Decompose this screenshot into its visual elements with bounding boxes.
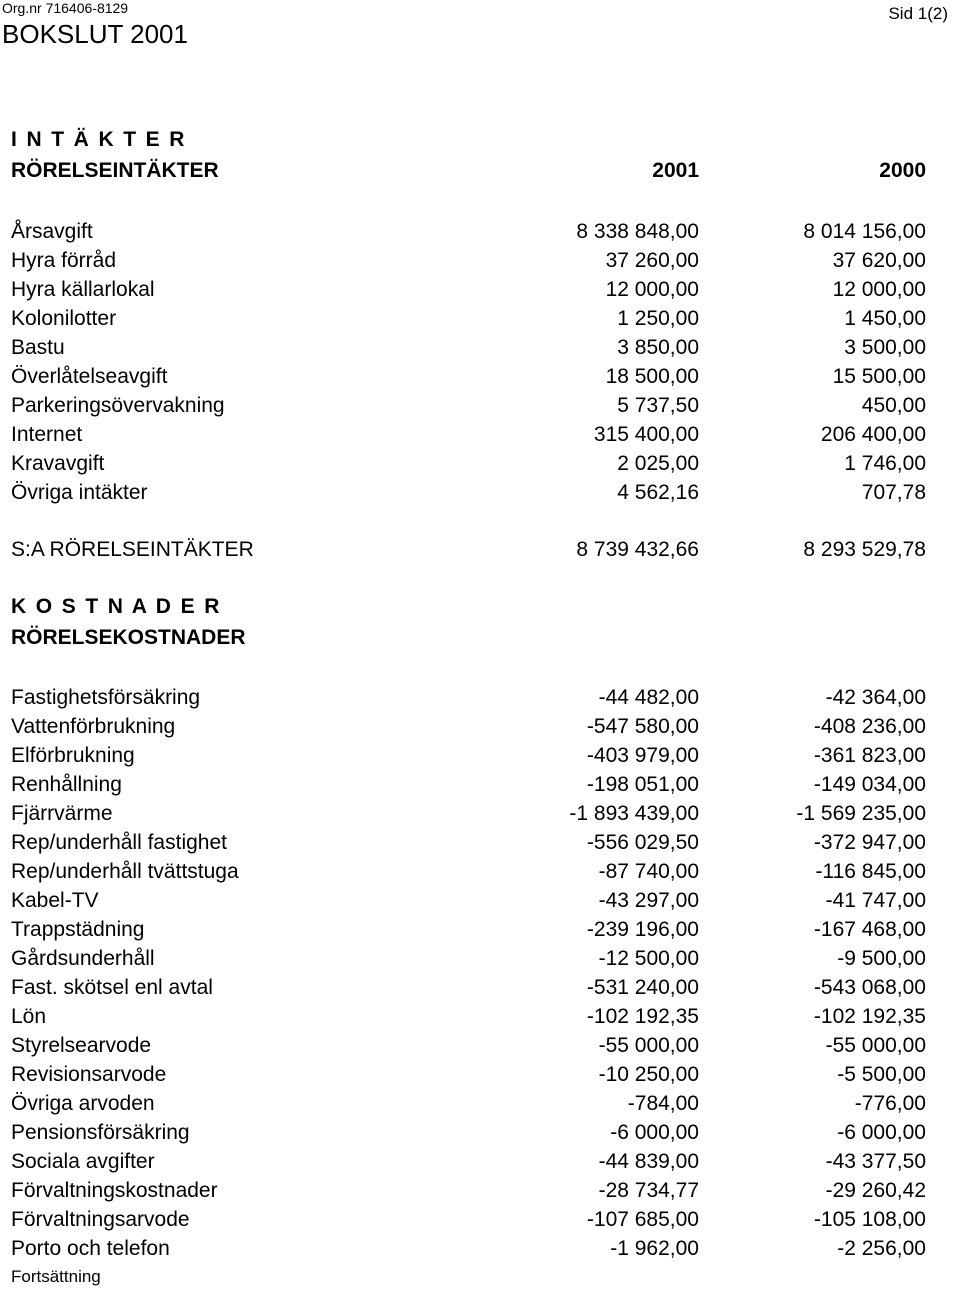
cost-row-value-2000: -361 823,00 — [813, 744, 926, 767]
cost-row-label: Rep/underhåll fastighet — [11, 831, 227, 854]
cost-row-value-2001: -44 482,00 — [598, 686, 699, 709]
costs-section-title: K O S T N A D E R — [11, 595, 222, 618]
continuation-note: Fortsättning — [11, 1267, 101, 1286]
cost-row-value-2000: -105 108,00 — [813, 1208, 926, 1231]
income-row-value-2001: 37 260,00 — [605, 249, 699, 272]
cost-row-label: Rep/underhåll tvättstuga — [11, 860, 239, 883]
cost-row — [0, 1205, 960, 1234]
income-row-value-2001: 5 737,50 — [617, 394, 699, 417]
cost-row — [0, 799, 960, 828]
income-row-value-2000: 12 000,00 — [832, 278, 926, 301]
cost-row-label: Elförbrukning — [11, 744, 135, 767]
income-row-value-2000: 15 500,00 — [832, 365, 926, 388]
document-title: BOKSLUT 2001 — [2, 19, 188, 49]
income-row-value-2001: 3 850,00 — [617, 336, 699, 359]
column-header-2000: 2000 — [879, 159, 926, 182]
cost-row-value-2000: -408 236,00 — [813, 715, 926, 738]
cost-row-label: Styrelsearvode — [11, 1034, 152, 1057]
cost-row-value-2001: -1 893 439,00 — [569, 802, 699, 825]
income-row-label: Bastu — [11, 336, 65, 359]
cost-row-value-2001: -547 580,00 — [586, 715, 699, 738]
cost-row-value-2000: -6 000,00 — [837, 1121, 926, 1144]
cost-row — [0, 857, 960, 886]
income-row — [0, 420, 960, 449]
income-row — [0, 333, 960, 362]
income-row — [0, 391, 960, 420]
cost-row-value-2000: -29 260,42 — [825, 1179, 926, 1202]
cost-row-value-2000: -9 500,00 — [837, 947, 926, 970]
cost-row — [0, 1234, 960, 1263]
income-row-label: Överlåtelseavgift — [11, 365, 168, 388]
cost-row — [0, 1118, 960, 1147]
cost-row-value-2000: -1 569 235,00 — [796, 802, 926, 825]
income-row — [0, 217, 960, 246]
income-row-value-2000: 1 450,00 — [844, 307, 926, 330]
column-header-2001: 2001 — [652, 159, 699, 182]
cost-row-value-2000: -102 192,35 — [813, 1005, 926, 1028]
income-row-label: Kolonilotter — [11, 307, 117, 330]
cost-row-label: Trappstädning — [11, 918, 145, 941]
income-row — [0, 246, 960, 275]
cost-row-label: Vattenförbrukning — [11, 715, 176, 738]
income-row-value-2001: 8 338 848,00 — [576, 220, 699, 243]
cost-row — [0, 741, 960, 770]
cost-row — [0, 1060, 960, 1089]
cost-row-value-2001: -239 196,00 — [586, 918, 699, 941]
cost-row-value-2000: -43 377,50 — [825, 1150, 926, 1173]
income-row — [0, 362, 960, 391]
cost-row-value-2000: -41 747,00 — [825, 889, 926, 912]
cost-row-value-2001: -87 740,00 — [598, 860, 699, 883]
income-row-label: Internet — [11, 423, 83, 446]
cost-row — [0, 1176, 960, 1205]
cost-row-value-2000: -5 500,00 — [837, 1063, 926, 1086]
income-row-value-2000: 450,00 — [861, 394, 926, 417]
cost-row-value-2001: -43 297,00 — [598, 889, 699, 912]
cost-row-value-2000: -543 068,00 — [813, 976, 926, 999]
income-row-value-2001: 1 250,00 — [617, 307, 699, 330]
cost-row-value-2000: -42 364,00 — [825, 686, 926, 709]
cost-row-value-2001: -44 839,00 — [598, 1150, 699, 1173]
income-total-row — [0, 535, 960, 564]
org-number: Org.nr 716406-8129 — [2, 0, 129, 16]
cost-row-value-2000: -116 845,00 — [815, 860, 926, 883]
cost-row — [0, 915, 960, 944]
income-row-value-2001: 18 500,00 — [605, 365, 699, 388]
income-row — [0, 275, 960, 304]
cost-row-label: Fjärrvärme — [11, 802, 113, 825]
cost-row-value-2001: -12 500,00 — [598, 947, 699, 970]
income-row-value-2000: 8 014 156,00 — [803, 220, 926, 243]
income-row-label: Övriga intäkter — [11, 481, 148, 504]
income-total-value-2000: 8 293 529,78 — [803, 538, 926, 561]
cost-row — [0, 944, 960, 973]
cost-row — [0, 1147, 960, 1176]
income-row-value-2000: 707,78 — [861, 481, 926, 504]
income-row-label: Hyra källarlokal — [11, 278, 155, 301]
income-row-value-2000: 206 400,00 — [820, 423, 926, 446]
cost-row-label: Gårdsunderhåll — [11, 947, 155, 970]
income-total-value-2001: 8 739 432,66 — [576, 538, 699, 561]
income-total-label: S:A RÖRELSEINTÄKTER — [11, 538, 254, 561]
cost-row-value-2001: -198 051,00 — [586, 773, 699, 796]
income-row-value-2001: 2 025,00 — [617, 452, 699, 475]
cost-row-label: Renhållning — [11, 773, 122, 796]
cost-row-label: Porto och telefon — [11, 1237, 170, 1260]
income-row-value-2000: 37 620,00 — [832, 249, 926, 272]
cost-row — [0, 1002, 960, 1031]
cost-row-value-2001: -102 192,35 — [586, 1005, 699, 1028]
income-row-label: Årsavgift — [11, 220, 93, 243]
income-row — [0, 304, 960, 333]
income-row — [0, 449, 960, 478]
cost-row-value-2001: -531 240,00 — [586, 976, 699, 999]
cost-row-label: Förvaltningsarvode — [11, 1208, 190, 1231]
cost-row-label: Revisionsarvode — [11, 1063, 167, 1086]
cost-row — [0, 770, 960, 799]
cost-row — [0, 712, 960, 741]
cost-row-value-2001: -10 250,00 — [598, 1063, 699, 1086]
cost-row-label: Övriga arvoden — [11, 1092, 155, 1115]
costs-subsection-title: RÖRELSEKOSTNADER — [11, 626, 246, 649]
cost-row — [0, 886, 960, 915]
cost-row-value-2000: -2 256,00 — [837, 1237, 926, 1260]
cost-row-value-2000: -167 468,00 — [813, 918, 926, 941]
cost-row — [0, 683, 960, 712]
income-row — [0, 478, 960, 507]
income-row-value-2001: 315 400,00 — [593, 423, 699, 446]
cost-row-value-2000: -55 000,00 — [825, 1034, 926, 1057]
income-row-label: Parkeringsövervakning — [11, 394, 225, 417]
cost-row-label: Fastighetsförsäkring — [11, 686, 201, 709]
cost-row-label: Pensionsförsäkring — [11, 1121, 190, 1144]
cost-row-label: Sociala avgifter — [11, 1150, 155, 1173]
cost-row — [0, 1089, 960, 1118]
cost-row — [0, 1031, 960, 1060]
cost-row-value-2001: -55 000,00 — [598, 1034, 699, 1057]
cost-row-label: Lön — [11, 1005, 47, 1028]
cost-row-value-2000: -372 947,00 — [813, 831, 926, 854]
page-number: Sid 1(2) — [888, 4, 948, 23]
cost-row — [0, 828, 960, 857]
income-row-label: Hyra förråd — [11, 249, 117, 272]
cost-row-value-2001: -403 979,00 — [586, 744, 699, 767]
cost-row-value-2001: -6 000,00 — [610, 1121, 699, 1144]
cost-row-value-2001: -1 962,00 — [610, 1237, 699, 1260]
cost-row-value-2001: -556 029,50 — [586, 831, 699, 854]
income-row-label: Kravavgift — [11, 452, 105, 475]
income-row-value-2001: 12 000,00 — [605, 278, 699, 301]
cost-row-label: Kabel-TV — [11, 889, 99, 912]
cost-row-value-2000: -776,00 — [854, 1092, 926, 1115]
cost-row-value-2001: -784,00 — [627, 1092, 699, 1115]
cost-row — [0, 973, 960, 1002]
cost-row-value-2001: -107 685,00 — [586, 1208, 699, 1231]
cost-row-label: Fast. skötsel enl avtal — [11, 976, 213, 999]
cost-row-value-2001: -28 734,77 — [598, 1179, 699, 1202]
income-row-value-2000: 1 746,00 — [844, 452, 926, 475]
income-row-value-2000: 3 500,00 — [844, 336, 926, 359]
income-subsection-title: RÖRELSEINTÄKTER — [11, 159, 219, 182]
cost-row-value-2000: -149 034,00 — [813, 773, 926, 796]
cost-row-label: Förvaltningskostnader — [11, 1179, 218, 1202]
income-section-title: I N T Ä K T E R — [11, 128, 187, 151]
income-row-value-2001: 4 562,16 — [617, 481, 699, 504]
